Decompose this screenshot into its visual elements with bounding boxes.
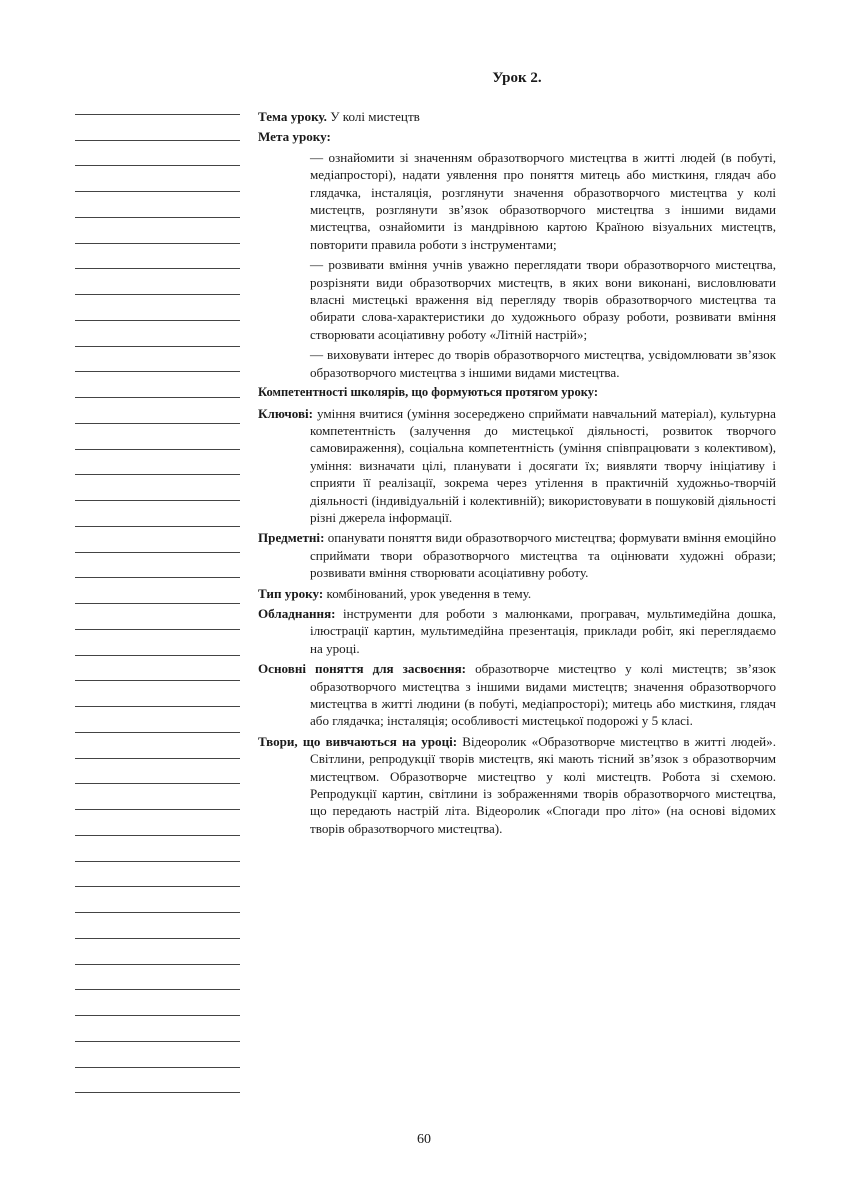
main-concepts bbox=[258, 660, 776, 730]
works-text: Відеоролик «Образотворче мистецтво в житті людей». Світлини, репродукції творів мистецтв, які мають тісний зв’язок з образотворчим мистецтвом. Образотворче мистецтво у колі мистецтв. Робота зі схемою. Репродукції картин, світлини із зображеннями творів образотворчого мистецтва, що передають настрій літа. Відеоролик «Спогади про літо» (на основі відомих творів образотворчого мистецтва). bbox=[310, 733, 776, 836]
goal-item: — розвивати вміння учнів уважно переглядати твори образотворчого мистецтва, розрізняти види образотворчих мистецтв, в яких вони виконані, висловлювати власні мистецькі враження від перегляду творів образотворчого мистецтва та обирати слова-характеристики до художнього образу роботи, розвивати вміння створювати асоціативну роботу «Літній настрій»; bbox=[310, 257, 776, 342]
note-line bbox=[75, 604, 240, 630]
note-line bbox=[75, 733, 240, 759]
key-label: Ключові: bbox=[258, 405, 314, 421]
subject-label: Предметні: bbox=[258, 530, 325, 546]
concepts-text: образотворче мистецтво у колі мистецтв; зв’язок образотворчого мистецтва з іншими видами мистецтв; значення образотворчого мистецтва в житті людини (в побуті, медіапросторі); митець або мисткиня, глядач або глядачка; інсталяція; особливості мистецької подорожі у 5 класі. bbox=[310, 661, 776, 729]
note-line bbox=[75, 166, 240, 192]
key-text: уміння вчитися (уміння зосереджено сприймати навчальний матеріал), культурна компетентність (залучення до мистецької діяльності, розвиток творчого самовираження), соціальна компетентність (уміння співпрацювати з колективом), уміння: визначати цілі, планувати і досягати їх; виявляти творчу ініціативу і сприяти її реалізації, зокрема через утілення в практичній художньо-творчій діяльності (індивідуальній і колективній); використовувати в пошуковій діяльності різні джерела інформації. bbox=[310, 405, 776, 525]
note-line bbox=[75, 501, 240, 527]
note-line bbox=[75, 244, 240, 270]
note-line bbox=[75, 681, 240, 707]
note-line bbox=[75, 784, 240, 810]
topic-label: Тема уроку. bbox=[258, 109, 327, 124]
subject-text: опанувати поняття види образотворчого мистецтва; формувати вміння емоційно сприймати твори образотворчого мистецтва та оцінювати художні образи; розвивати вміння створювати асоціативну роботу. bbox=[310, 530, 776, 581]
note-line bbox=[75, 218, 240, 244]
competencies-heading: Компетентності школярів, що формуються протягом уроку: bbox=[258, 385, 599, 400]
note-line bbox=[75, 372, 240, 398]
note-line bbox=[75, 192, 240, 218]
note-line bbox=[75, 398, 240, 424]
goal-item: — виховувати інтерес до творів образотворчого мистецтва, усвідомлювати зв’язок образотворчого мистецтва з іншими видами мистецтва. bbox=[310, 347, 776, 380]
topic-line bbox=[258, 108, 776, 125]
note-line bbox=[75, 630, 240, 656]
note-line bbox=[75, 295, 240, 321]
note-line bbox=[75, 887, 240, 913]
note-line bbox=[75, 862, 240, 888]
type-label: Тип уроку: bbox=[258, 585, 324, 601]
key-competencies bbox=[258, 405, 776, 527]
note-line bbox=[75, 707, 240, 733]
page-number: 60 bbox=[417, 1132, 431, 1147]
lesson-type bbox=[258, 585, 776, 602]
lesson-content bbox=[258, 108, 776, 840]
note-line bbox=[75, 89, 240, 115]
equipment bbox=[258, 605, 776, 657]
note-line bbox=[75, 1068, 240, 1094]
note-line bbox=[75, 553, 240, 579]
note-line bbox=[75, 450, 240, 476]
note-line bbox=[75, 810, 240, 836]
note-line bbox=[75, 115, 240, 141]
note-line bbox=[75, 269, 240, 295]
note-line bbox=[75, 1042, 240, 1068]
note-line bbox=[75, 321, 240, 347]
concepts-label: Основні поняття для засвоєння: bbox=[258, 661, 467, 677]
equipment-text: інструменти для роботи з малюнками, програвач, мультимедійна дошка, ілюстрації картин, мультимедійна презентація, приклади робіт, які переглядаємо на уроці. bbox=[310, 605, 776, 656]
subject-competencies bbox=[258, 529, 776, 581]
note-line bbox=[75, 939, 240, 965]
works-label: Твори, що вивчаються на уроці: bbox=[258, 733, 458, 749]
note-line bbox=[75, 475, 240, 501]
note-line bbox=[75, 965, 240, 991]
note-line bbox=[75, 913, 240, 939]
goal-label: Мета уроку: bbox=[258, 129, 331, 145]
note-line bbox=[75, 1016, 240, 1042]
note-line bbox=[75, 656, 240, 682]
note-line bbox=[75, 141, 240, 167]
note-line bbox=[75, 347, 240, 373]
note-line bbox=[75, 759, 240, 785]
note-line bbox=[75, 990, 240, 1016]
equipment-label: Обладнання: bbox=[258, 605, 336, 621]
lesson-title: Урок 2. bbox=[492, 70, 542, 86]
note-line bbox=[75, 527, 240, 553]
notes-column bbox=[75, 89, 240, 1093]
goal-item: — ознайомити зі значенням образотворчого мистецтва в житті людей (в побуті, медіапросторі), надати уявлення про поняття митець або мисткиня, глядач або глядачка, інсталяція, розглянути значення образотворчого мистецтва у колі мистецтв, розглянути зв’язок образотворчого мистецтва з іншими видами мистецтва, ознайомити із мандрівною картою Країною візуальних мистецтв, повторити правила роботи з інструментами; bbox=[310, 149, 776, 252]
note-line bbox=[75, 578, 240, 604]
note-line bbox=[75, 836, 240, 862]
type-text: комбінований, урок уведення в тему. bbox=[326, 585, 532, 601]
topic-text: У колі мистецтв bbox=[330, 109, 420, 124]
note-line bbox=[75, 424, 240, 450]
studied-works bbox=[258, 733, 776, 837]
